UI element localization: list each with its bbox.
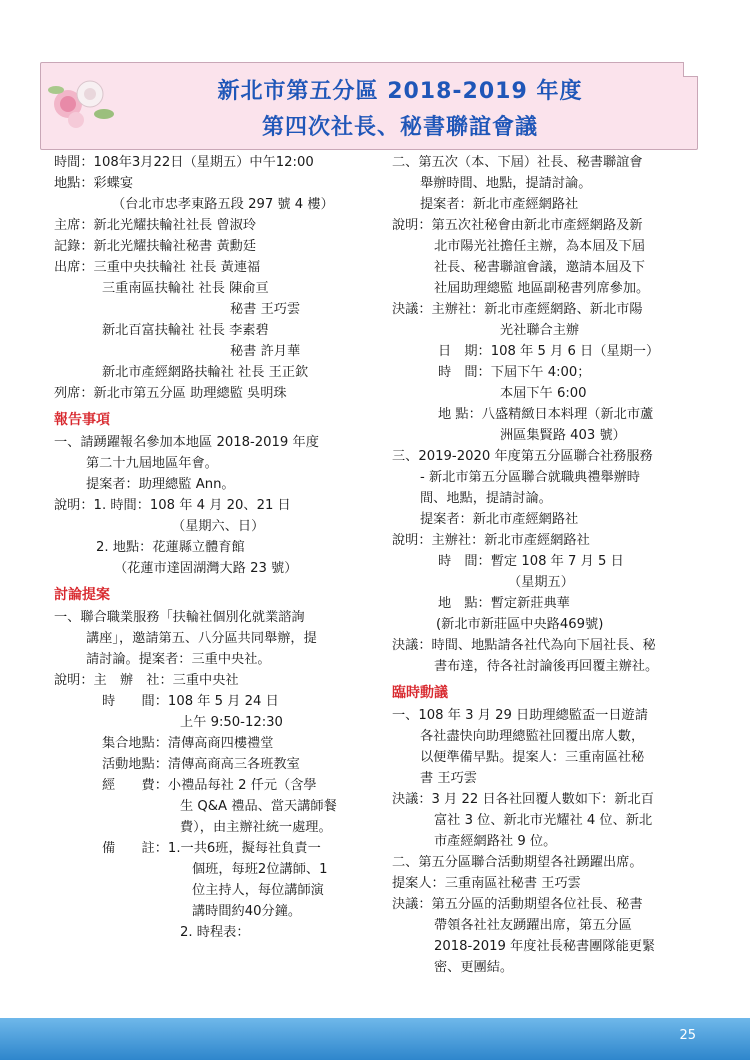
meeting-info [54, 152, 372, 404]
text-line: 秘書 許月華 [230, 344, 301, 359]
section-heading-discussion: 討論提案 [54, 587, 110, 603]
text-line: 說明：主 辦 社：三重中央社 [54, 673, 239, 688]
text-line: 一、108 年 3 月 29 日助理總監盃一日遊請 [392, 708, 648, 723]
text-line: 帶領各社社友踴躍出席，第五分區 [434, 918, 632, 933]
text-line: 記錄：新北光耀扶輪社秘書 黃勳廷 [54, 239, 257, 254]
text-line: 洲區集賢路 403 號） [500, 428, 626, 443]
text-line: 請討論。提案者：三重中央社。 [86, 652, 271, 667]
text-line: 時 間：108 年 5 月 24 日 [102, 694, 279, 709]
text-line: 書 王巧雲 [420, 771, 477, 786]
discussion-items-continued [392, 152, 704, 677]
text-line: 決議：第五分區的活動期望各位社長、秘書 [392, 897, 643, 912]
text-line: 講時間約40分鐘。 [192, 904, 302, 919]
text-line: （星期六、日） [172, 519, 265, 534]
text-line: 活動地點：清傳高商高三各班教室 [102, 757, 300, 772]
text-line: 時間：108年3月22日（星期五）中午12:00 [54, 155, 314, 170]
text-line: 地點：彩蝶宴 [54, 176, 134, 191]
text-line: 生 Q&A 禮品、當天講師餐 [180, 799, 337, 814]
text-line: 個班，每班2位講師、1 [192, 862, 328, 877]
text-line: 富社 3 位、新北市光耀社 4 位、新北 [434, 813, 653, 828]
text-line: 主席：新北光耀扶輪社社長 曾淑玲 [54, 218, 257, 233]
text-line: 說明：第五次社秘會由新北市產經網路及新 [392, 218, 643, 233]
text-line: 提案者：新北市產經網路社 [420, 197, 579, 212]
text-line: 社長、秘書聯誼會議，邀請本屆及下 [434, 260, 645, 275]
text-line: 光社聯合主辦 [500, 323, 580, 338]
text-line: 備 註：1.一共6班，擬每社負責一 [102, 841, 321, 856]
text-line: 地 點：八盛精緻日本料理（新北市蘆 [438, 407, 654, 422]
title-line-1: 新北市第五分區 2018-2019 年度 [217, 79, 583, 104]
text-line: 間、地點，提請討論。 [420, 491, 552, 506]
text-line: 位主持人，每位講師演 [192, 883, 324, 898]
banner-fold-corner [683, 62, 698, 77]
text-line: 說明：1. 時間：108 年 4 月 20、21 日 [54, 498, 291, 513]
text-line: 出席：三重中央扶輪社 社長 黃連福 [54, 260, 261, 275]
text-line: 社屆助理總監 地區副秘書列席參加。 [434, 281, 650, 296]
text-line: 舉辦時間、地點，提請討論。 [420, 176, 592, 191]
report-items [54, 432, 372, 579]
text-line: 新北百富扶輪社 社長 李素碧 [102, 323, 269, 338]
text-line: （星期五） [508, 575, 574, 590]
text-line: 決議：主辦社：新北市產經網路、新北市陽 [392, 302, 643, 317]
text-line: 書布達，待各社討論後再回覆主辦社。 [434, 659, 659, 674]
section-heading-report: 報告事項 [54, 412, 110, 428]
text-line: (新北市新莊區中央路469號) [436, 617, 604, 632]
text-line: 提案者：助理總監 Ann。 [86, 477, 235, 492]
text-line: 費），由主辦社統一處理。 [180, 820, 332, 835]
text-line: （台北市忠孝東路五段 297 號 4 樓） [112, 197, 334, 212]
text-line: 決議：3 月 22 日各社回覆人數如下：新北百 [392, 792, 654, 807]
text-line: 北市陽光社擔任主辦，為本屆及下屆 [434, 239, 645, 254]
extempore-items [392, 705, 704, 978]
text-line: 講座」，邀請第五、八分區共同舉辦，提 [86, 631, 317, 646]
text-line: 時 間：暫定 108 年 7 月 5 日 [438, 554, 624, 569]
text-line: 一、請踴躍報名參加本地區 2018-2019 年度 [54, 435, 319, 450]
text-line: 市產經網路社 9 位。 [434, 834, 557, 849]
text-line: 2. 地點：花蓮縣立體育館 [96, 540, 245, 555]
section-heading-extempore: 臨時動議 [392, 685, 448, 701]
text-line: - 新北市第五分區聯合就職典禮舉辦時 [420, 470, 640, 485]
text-line: 三重南區扶輪社 社長 陳俞亘 [102, 281, 269, 296]
footer-bar [0, 1018, 750, 1060]
text-line: 列席：新北市第五分區 助理總監 吳明珠 [54, 386, 287, 401]
discussion-items [54, 607, 372, 943]
text-line: 經 費：小禮品每社 2 仟元（含學 [102, 778, 317, 793]
text-line: 集合地點：清傳高商四樓禮堂 [102, 736, 274, 751]
text-line: 日 期：108 年 5 月 6 日（星期一） [438, 344, 660, 359]
text-line: 各社盡快向助理總監社回覆出席人數， [420, 729, 645, 744]
text-line: 地 點：暫定新莊典華 [438, 596, 570, 611]
flower-decoration-icon [46, 64, 126, 134]
title-line-2: 第四次社長、秘書聯誼會議 [261, 115, 538, 140]
text-line: 提案人：三重南區社秘書 王巧雲 [392, 876, 581, 891]
text-line: 2. 時程表： [180, 925, 250, 940]
text-line: 一、聯合職業服務「扶輪社個別化就業諮詢 [54, 610, 305, 625]
text-line: 新北市產經網路扶輪社 社長 王正欽 [102, 365, 309, 380]
text-line: 本屆下午 6:00 [500, 386, 587, 401]
text-line: 提案者：新北市產經網路社 [420, 512, 579, 527]
text-line: 秘書 王巧雲 [230, 302, 301, 317]
text-line: 二、第五次（本、下屆）社長、秘書聯誼會 [392, 155, 643, 170]
page-number: 25 [679, 1028, 696, 1043]
text-line: 上午 9:50-12:30 [180, 715, 283, 730]
text-line: 2018-2019 年度社長秘書團隊能更緊 [434, 939, 656, 954]
text-line: 時 間：下屆下午 4:00； [438, 365, 591, 380]
text-line: 以便準備早點。提案人：三重南區社秘 [420, 750, 645, 765]
text-line: （花蓮市達固湖灣大路 23 號） [114, 561, 298, 576]
text-line: 三、2019-2020 年度第五分區聯合社務服務 [392, 449, 653, 464]
text-line: 密、更團結。 [434, 960, 514, 975]
text-line: 說明：主辦社：新北市產經網路社 [392, 533, 590, 548]
text-line: 二、第五分區聯合活動期望各社踴躍出席。 [392, 855, 643, 870]
text-line: 決議：時間、地點請各社代為向下屆社長、秘 [392, 638, 656, 653]
left-column [54, 152, 372, 943]
text-line: 第二十九屆地區年會。 [86, 456, 218, 471]
right-column [392, 152, 704, 978]
